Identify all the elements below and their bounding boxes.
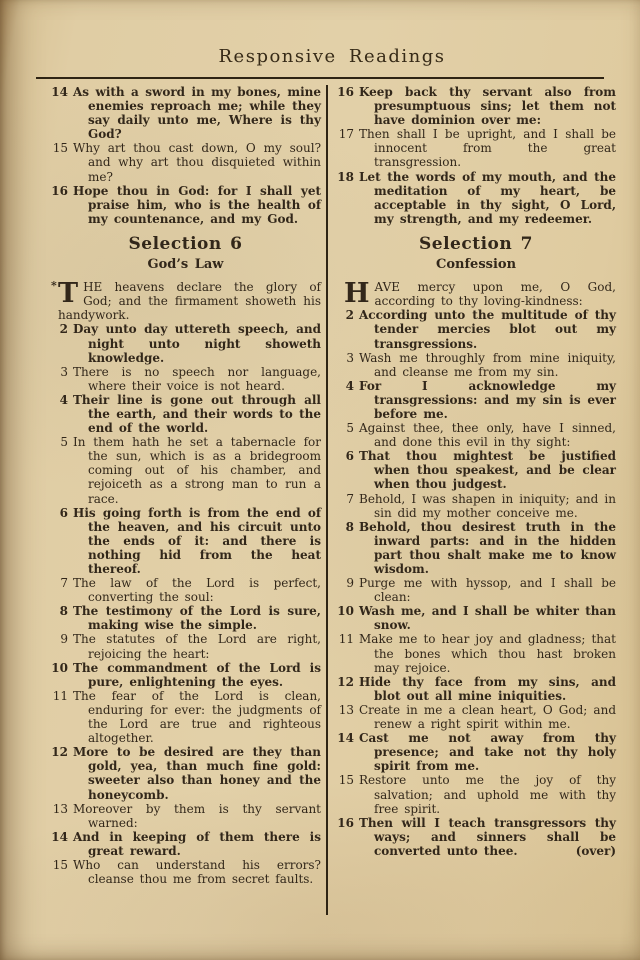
verse bbox=[336, 449, 616, 491]
verse-body: Restore unto me the joy of thy salvation; and uphold me with thy free spirit. bbox=[359, 773, 616, 816]
verse-number: 6 bbox=[345, 449, 354, 464]
verse-body: Day unto day uttereth speech, and night unto night showeth knowledge. bbox=[73, 322, 321, 365]
verse-text bbox=[359, 170, 616, 226]
verse-number: 15 bbox=[52, 141, 68, 156]
verse-text bbox=[73, 858, 321, 886]
verse-body: According unto the multitude of thy tender mercies blot out my transgressions. bbox=[359, 308, 616, 351]
verse-text bbox=[359, 127, 616, 169]
verse-body: Against thee, thee only, have I sinned, and done this evil in thy sight: bbox=[359, 421, 616, 450]
verse bbox=[50, 184, 321, 226]
verse-text bbox=[359, 379, 616, 421]
verse-number: 3 bbox=[60, 364, 68, 379]
verse-body: The statutes of the Lord are right, rejoicing the heart: bbox=[73, 632, 321, 661]
verse-number: 2 bbox=[59, 322, 68, 337]
verse-body: Hope thou in God: for I shall yet praise him, who is the health of my countenance, and my God. bbox=[73, 183, 321, 226]
verse-number: 5 bbox=[346, 421, 354, 436]
verse bbox=[336, 731, 616, 773]
verse-text bbox=[73, 85, 321, 141]
verse-body: For I acknowledge my transgressions: and my sin is ever before me. bbox=[359, 378, 616, 421]
verse-text bbox=[359, 449, 616, 491]
verse bbox=[336, 127, 616, 169]
verse-body: Hide thy face from my sins, and blot out all mine iniquities. bbox=[359, 674, 616, 703]
verse bbox=[336, 170, 616, 226]
verse bbox=[336, 703, 616, 731]
asterisk-marker: * bbox=[51, 279, 57, 293]
verse-number: 6 bbox=[59, 505, 68, 520]
verse bbox=[50, 632, 321, 660]
verse-body: Purge me with hyssop, and I shall be clean: bbox=[359, 576, 616, 605]
drop-cap-wrap bbox=[344, 278, 370, 310]
verse-body: In them hath he set a tabernacle for the sun, which is as a bridegroom coming out of his chamber, and rejoiceth as a strong man to run a race. bbox=[73, 435, 321, 506]
selection-title: Selection 6 bbox=[128, 233, 243, 254]
verse bbox=[50, 604, 321, 632]
verse-number: 3 bbox=[346, 350, 354, 365]
verse-number: 16 bbox=[337, 815, 354, 830]
verse-body: The law of the Lord is perfect, converting the soul: bbox=[73, 576, 321, 605]
verse-body: There is no speech nor language, where their voice is not heard. bbox=[73, 364, 321, 393]
verse-text bbox=[73, 689, 321, 745]
header-rule bbox=[36, 77, 604, 79]
verse-body: Create in me a clean heart, O God; and renew a right spirit within me. bbox=[359, 702, 616, 732]
verse-body: HE heavens declare the glory of God; and the firmament showeth his handywork. bbox=[58, 280, 321, 323]
verse bbox=[50, 322, 321, 364]
verse-text bbox=[359, 816, 616, 858]
verse bbox=[50, 830, 321, 858]
drop-cap: H bbox=[344, 278, 370, 310]
verse-text bbox=[73, 745, 321, 801]
verse-text bbox=[73, 576, 321, 604]
verse-number: 5 bbox=[60, 435, 68, 450]
verse bbox=[50, 141, 321, 183]
verse bbox=[336, 85, 616, 127]
verse-number: 9 bbox=[60, 632, 68, 647]
running-title: Responsive Readings bbox=[218, 46, 446, 67]
verse-text bbox=[359, 576, 616, 604]
verse-body: More to be desired are they than gold, yea, than much fine gold: sweeter also than honey and the honeycomb. bbox=[73, 745, 321, 802]
first-verse bbox=[336, 280, 616, 308]
verse-body: Wash me, and I shall be whiter than snow. bbox=[359, 604, 616, 633]
verse-text bbox=[359, 520, 616, 576]
verse-number: 14 bbox=[51, 85, 68, 99]
verse-text bbox=[359, 421, 616, 449]
verse bbox=[50, 576, 321, 604]
verse bbox=[336, 773, 616, 815]
verse-text bbox=[73, 365, 321, 393]
verse-number: 16 bbox=[51, 183, 68, 198]
verse-number: 4 bbox=[345, 378, 354, 393]
verse-number: 9 bbox=[346, 576, 354, 591]
verse-body: The commandment of the Lord is pure, enlightening the eyes. bbox=[73, 660, 321, 689]
verse-number: 16 bbox=[337, 85, 354, 99]
verse-number: 11 bbox=[52, 688, 68, 703]
verse-body: And in keeping of them there is great reward. bbox=[73, 829, 321, 858]
selection-title: Selection 7 bbox=[419, 233, 533, 254]
verse-number: 8 bbox=[345, 519, 354, 534]
verse-number: 10 bbox=[337, 604, 354, 619]
verse bbox=[336, 675, 616, 703]
verse-body: His going forth is from the end of the heaven, and his circuit unto the ends of it: and there is nothing hid from the heat thereof. bbox=[73, 505, 321, 576]
verse-text bbox=[359, 85, 616, 127]
verse-text bbox=[73, 604, 321, 632]
verse-body: Keep back thy servant also from presumptuous sins; let them not have dominion over me: bbox=[359, 85, 616, 128]
verse-number: 13 bbox=[338, 702, 354, 717]
verse-body: That thou mightest be justified when thou speakest, and be clear when thou judgest. bbox=[359, 449, 616, 492]
left-column bbox=[50, 85, 326, 915]
verse-text bbox=[359, 773, 616, 815]
verse-text bbox=[359, 632, 616, 674]
verse-text bbox=[73, 632, 321, 660]
verse-body: Behold, I was shapen in iniquity; and in sin did my mother conceive me. bbox=[359, 491, 616, 520]
verse-text bbox=[359, 675, 616, 703]
verse bbox=[336, 604, 616, 632]
verse-text bbox=[73, 435, 321, 505]
verse bbox=[50, 661, 321, 689]
verse bbox=[50, 365, 321, 393]
verse-number: 4 bbox=[59, 392, 68, 407]
verse bbox=[50, 802, 321, 830]
verse-body: Cast me not away from thy presence; and take not thy holy spirit from me. bbox=[359, 731, 616, 774]
verse-number: 13 bbox=[52, 801, 68, 816]
verse-number: 10 bbox=[51, 660, 68, 675]
verse-number: 14 bbox=[51, 829, 68, 844]
verse bbox=[50, 393, 321, 435]
verse bbox=[336, 816, 616, 858]
verse-text bbox=[359, 351, 616, 379]
verse-text bbox=[359, 308, 616, 350]
verse bbox=[336, 421, 616, 449]
verse-body: The fear of the Lord is clean, enduring for ever: the judgments of the Lord are true and righteous altogether. bbox=[73, 688, 321, 746]
verse bbox=[336, 576, 616, 604]
over-note: (over) bbox=[575, 843, 616, 858]
verse-body: The testimony of the Lord is sure, making wise the simple. bbox=[73, 604, 321, 633]
verse bbox=[336, 492, 616, 520]
verse-number: 2 bbox=[345, 308, 354, 323]
verse-number: 14 bbox=[337, 731, 354, 746]
verse-text bbox=[73, 141, 321, 183]
verse bbox=[50, 506, 321, 576]
verse bbox=[50, 745, 321, 801]
verse-text bbox=[359, 703, 616, 731]
drop-cap-wrap bbox=[51, 278, 79, 310]
verse-number: 12 bbox=[51, 745, 68, 760]
selection-subtitle: God’s Law bbox=[147, 257, 224, 273]
verse-body: AVE mercy upon me, O God, according to thy loving-kindness: bbox=[374, 280, 616, 309]
verse bbox=[336, 308, 616, 350]
verse-text bbox=[73, 802, 321, 830]
verse-body: Make me to hear joy and gladness; that the bones which thou hast broken may rejoice. bbox=[359, 632, 616, 675]
verse-body: Let the words of my mouth, and the meditation of my heart, be acceptable in thy sight, O Lord, my strength, and my redeemer. bbox=[359, 169, 616, 226]
verse bbox=[336, 351, 616, 379]
drop-cap: T bbox=[58, 278, 79, 310]
verse-body: Who can understand his errors? cleanse thou me from secret faults. bbox=[73, 857, 321, 887]
verse-number: 7 bbox=[60, 576, 68, 591]
verse-number: 8 bbox=[59, 604, 68, 619]
verse-body: Behold, thou desirest truth in the inward parts: and in the hidden part thou shalt make me to know wisdom. bbox=[359, 519, 616, 576]
verse-number: 12 bbox=[337, 674, 354, 689]
verse-number: 17 bbox=[338, 127, 354, 142]
verse-number: 18 bbox=[337, 169, 354, 184]
verse-text bbox=[359, 604, 616, 632]
verse bbox=[50, 858, 321, 886]
verse-text bbox=[73, 830, 321, 858]
verse bbox=[336, 379, 616, 421]
text-columns bbox=[50, 85, 616, 915]
verse-body: Moreover by them is thy servant warned: bbox=[73, 801, 321, 830]
verse-text bbox=[73, 322, 321, 364]
verse bbox=[50, 85, 321, 141]
right-column bbox=[328, 85, 616, 915]
verse-text bbox=[73, 184, 321, 226]
verse-body: Then shall I be upright, and I shall be innocent from the great transgression. bbox=[359, 127, 616, 170]
verse bbox=[336, 520, 616, 576]
verse-text bbox=[73, 506, 321, 576]
verse bbox=[336, 632, 616, 674]
verse-text bbox=[359, 731, 616, 773]
verse-number: 7 bbox=[346, 491, 354, 506]
verse-body: Then will I teach transgressors thy ways; and sinners shall be converted unto thee. bbox=[359, 815, 616, 858]
verse-text bbox=[73, 393, 321, 435]
verse bbox=[50, 689, 321, 745]
verse-number: 11 bbox=[338, 632, 354, 647]
verse-body: Wash me throughly from mine iniquity, and cleanse me from my sin. bbox=[359, 350, 616, 379]
verse-body: Their line is gone out through all the earth, and their words to the end of the world. bbox=[73, 392, 321, 436]
verse-body: Why art thou cast down, O my soul? and why art thou disquieted within me? bbox=[73, 141, 321, 184]
verse bbox=[50, 435, 321, 505]
verse-number: 15 bbox=[52, 857, 68, 872]
verse-body: As with a sword in my bones, mine enemies reproach me; while they say daily unto me, Where is thy God? bbox=[73, 85, 321, 142]
verse-text bbox=[359, 492, 616, 520]
verse-text bbox=[73, 661, 321, 689]
first-verse bbox=[50, 280, 321, 322]
selection-subtitle: Confession bbox=[435, 257, 517, 273]
verse-number: 15 bbox=[338, 773, 354, 788]
